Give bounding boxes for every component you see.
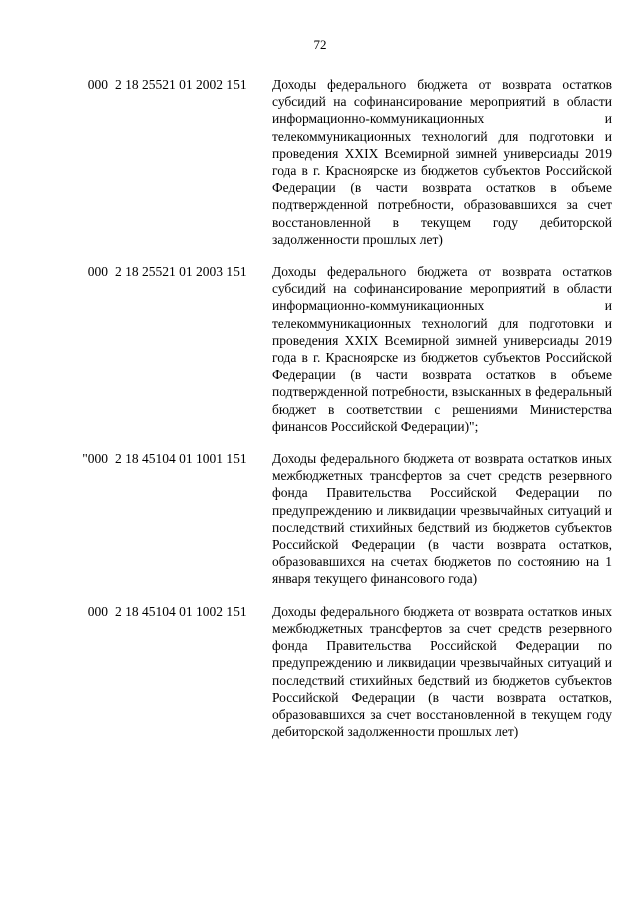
income-description: Доходы федерального бюджета от возврата остатков субсидий на софинансирование мероприятий в области информационно-коммуникационных и телекоммуникационных технологий для подготовки и проведения XXIX Всемирной зимней универсиады 2019 года в г. Красноярске из бюджетов субъектов Российской Федерации (в части возврата остатков в объеме подтвержденной потребности, взысканных в федеральный бюджет в соответствии с решениями Министерства финансов Российской Федерации)"; xyxy=(272,264,612,434)
budget-code-list xyxy=(0,76,640,755)
income-description: Доходы федерального бюджета от возврата остатков иных межбюджетных трансфертов за счет средств резервного фонда Правительства Российской Федерации по предупреждению и ликвидации чрезвычайных ситуаций и последствий стихийных бедствий из бюджетов субъектов Российской Федерации (в части возврата остатков, образовавшихся за счет восстановленной в текущем году дебиторской задолженности прошлых лет) xyxy=(272,603,612,740)
income-description: Доходы федерального бюджета от возврата остатков субсидий на софинансирование мероприятий в области информационно-коммуникационных и телекоммуникационных технологий для подготовки и проведения XXIX Всемирной зимней универсиады 2019 года в г. Красноярске из бюджетов субъектов Российской Федерации (в части возврата остатков в объеме подтвержденной потребности, образовавшихся за счет восстановленной в текущем году дебиторской задолженности прошлых лет) xyxy=(272,77,612,247)
budget-code-entry xyxy=(0,76,640,248)
budget-code-entry xyxy=(0,603,640,741)
administrator-code: "000 xyxy=(82,451,108,467)
income-classification-code: 2 18 25521 01 2002 151 xyxy=(115,77,247,92)
page-number: 72 xyxy=(313,37,327,52)
administrator-code: 000 xyxy=(87,264,108,280)
income-classification-code: 2 18 45104 01 1002 151 xyxy=(115,603,247,619)
income-classification-code: 2 18 45104 01 1001 151 xyxy=(115,451,247,467)
budget-code-entry xyxy=(0,263,640,435)
administrator-code: 000 xyxy=(87,603,108,619)
budget-code-entry xyxy=(0,450,640,588)
income-description: Доходы федерального бюджета от возврата остатков иных межбюджетных трансфертов за счет средств резервного фонда Правительства Российской Федерации по предупреждению и ликвидации чрезвычайных ситуаций и последствий стихийных бедствий из бюджетов субъектов Российской Федерации (в части возврата остатков, образовавшихся на счетах бюджетов по состоянию на 1 января текущего финансового года) xyxy=(272,451,612,587)
income-classification-code: 2 18 25521 01 2003 151 xyxy=(115,264,247,280)
administrator-code: 000 xyxy=(87,77,108,92)
